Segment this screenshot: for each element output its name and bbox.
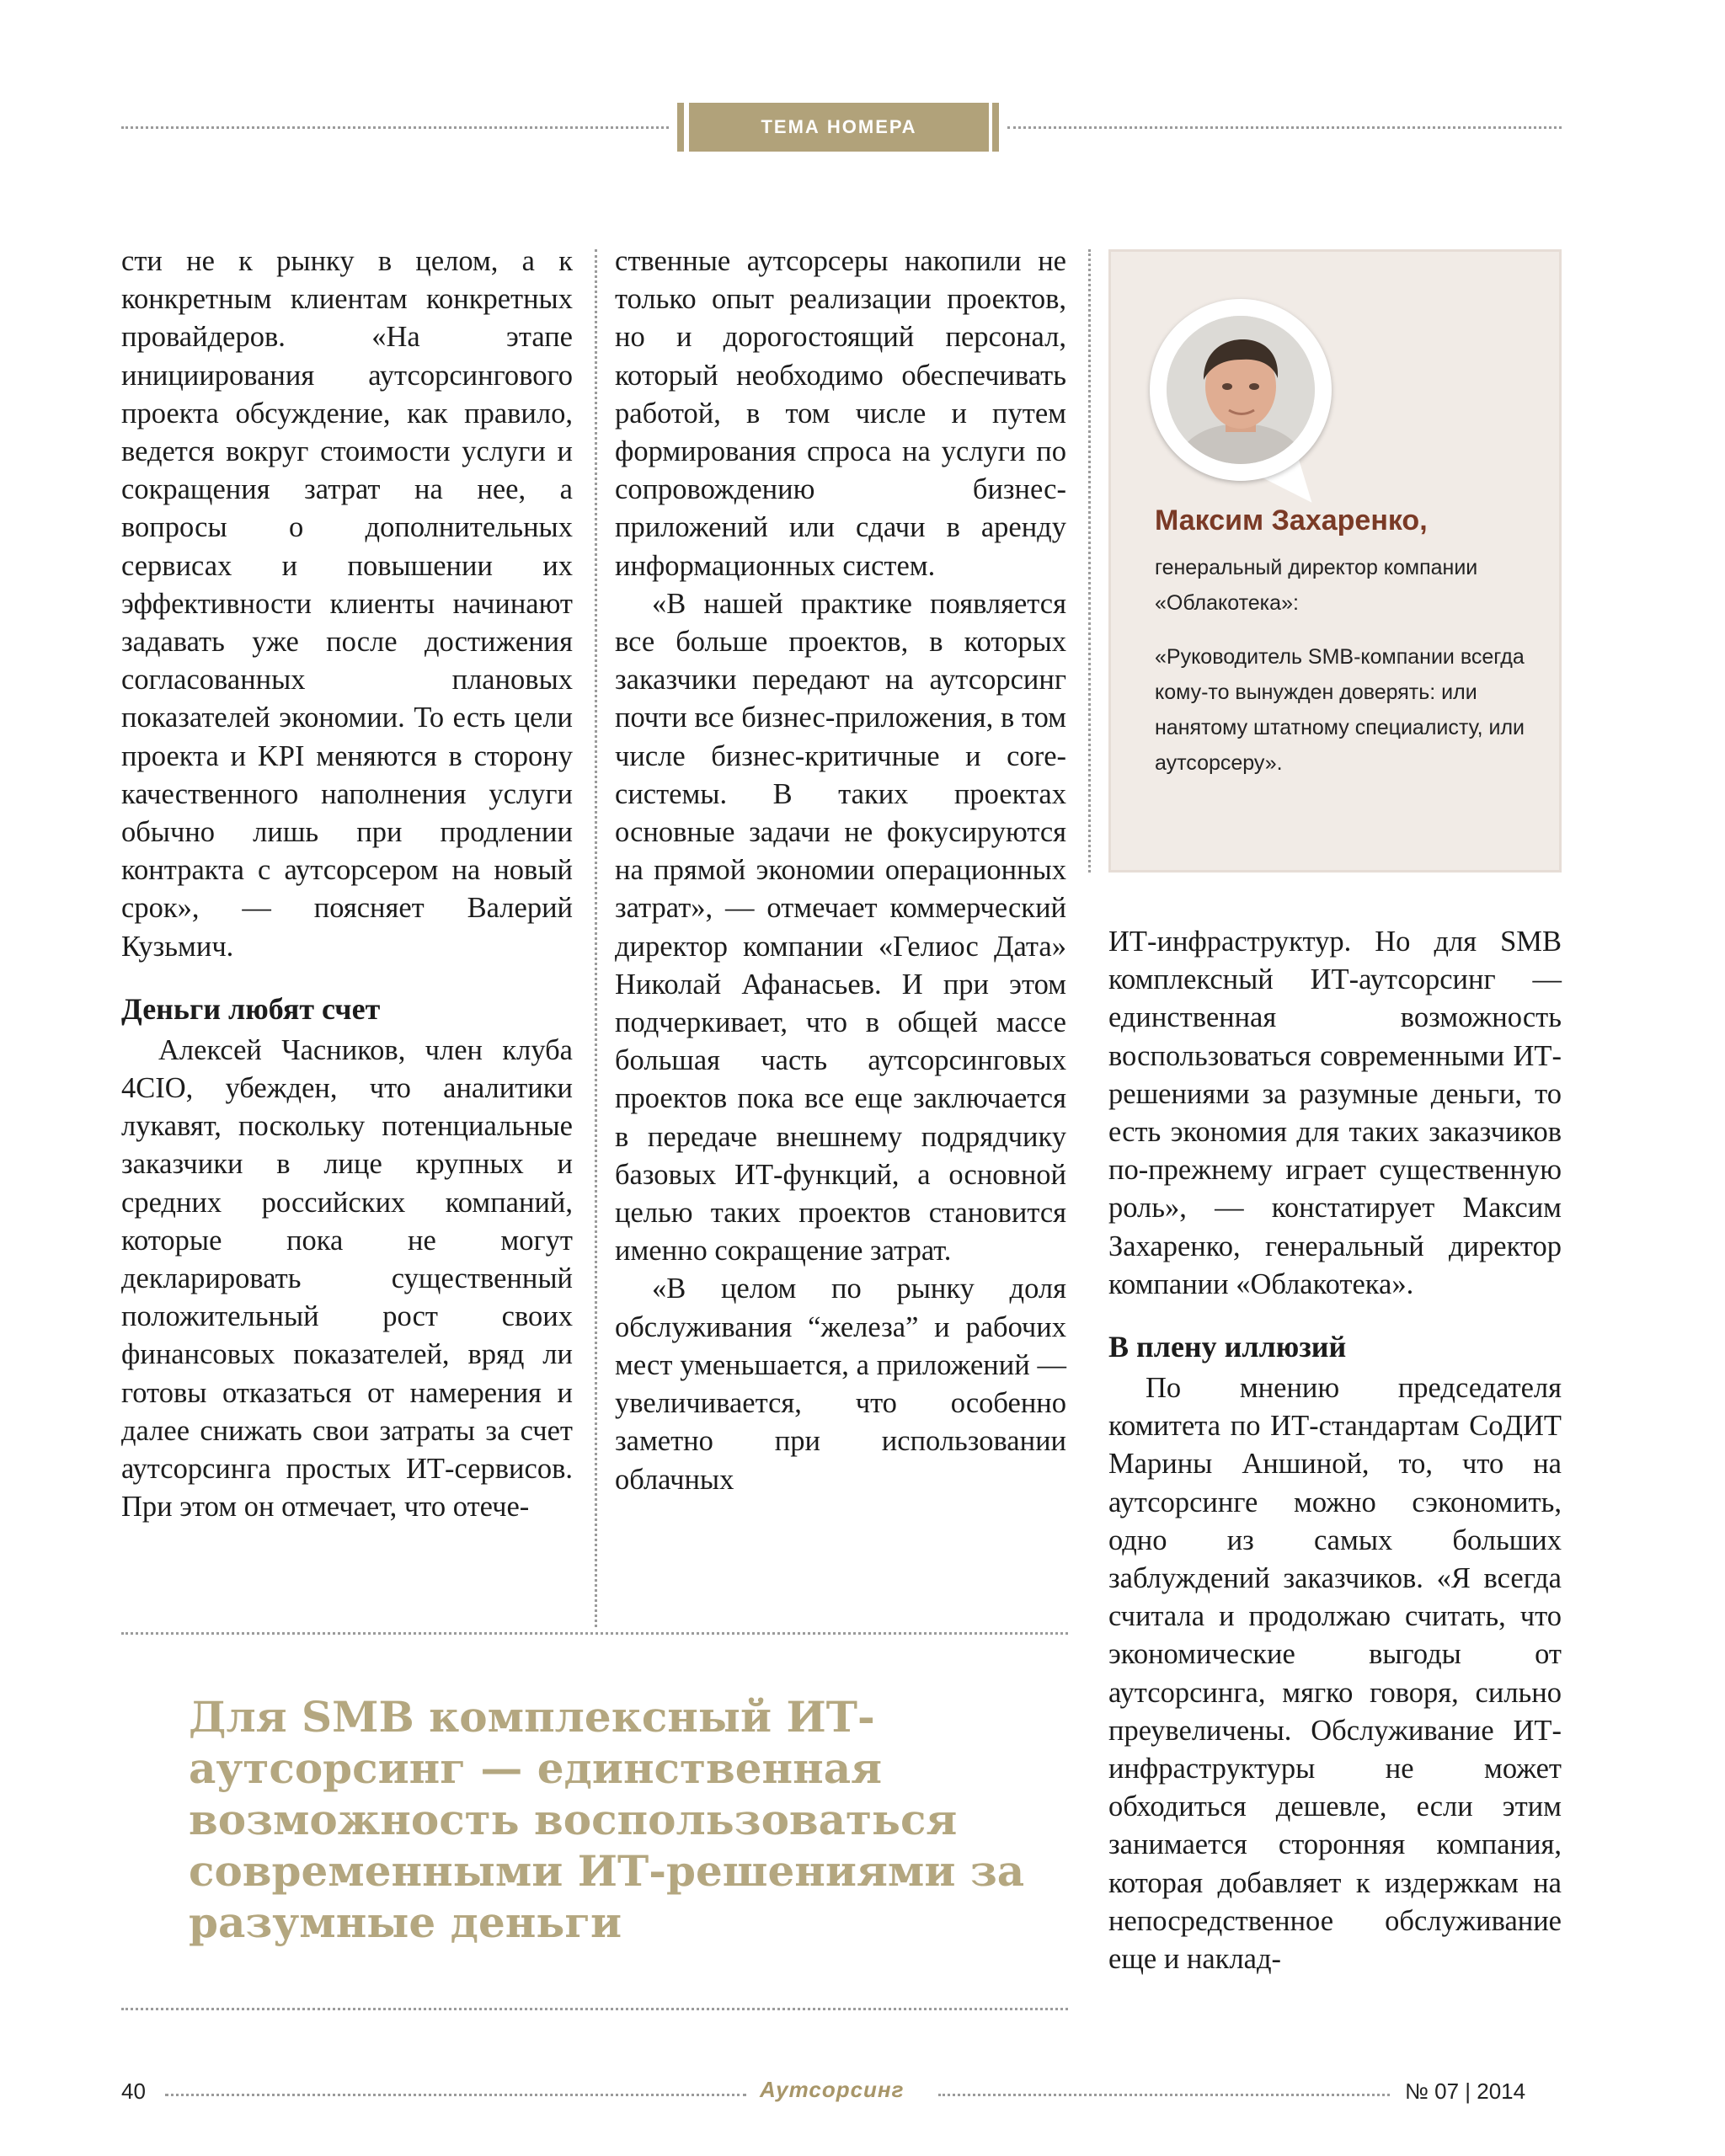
page-number: 40: [121, 2079, 146, 2104]
paragraph: «В целом по рынку доля обслуживания “железа” и рабочих мест уменьшается, а приложений — увеличивается, что особенно заметно при использовании облачных: [615, 1273, 1066, 1496]
person-portrait-icon: [1167, 316, 1315, 464]
avatar: [1150, 299, 1338, 488]
section-heading: В плену иллюзий: [1108, 1330, 1347, 1364]
paragraph: сти не к рынку в целом, а к конкретным клиентам конкретных провайдеров. «На этапе инициирования аутсорсингового проекта обсуждение, как правило, ведется вокруг стоимости услуги и сокращения затрат на нее, а вопросы о дополнительных сервисах и повышении их эффективности клиенты начинают задавать уже после достижения согласованных плановых показателей экономии. То есть цели проекта и KPI меняются в сторону качественного наполнения услуги обычно лишь при продлении контракта с аутсорсером на новый срок», — поясняет Валерий Кузьмич.: [121, 245, 573, 963]
person-photo: [1167, 316, 1315, 464]
header-bar-left: [677, 103, 684, 152]
section-label: ТЕМА НОМЕРА: [689, 103, 989, 152]
expert-name: Максим Захаренко,: [1155, 504, 1428, 536]
column-divider-1: [595, 249, 597, 1627]
expert-role: генеральный директор компании «Облакотека»:: [1155, 556, 1478, 615]
header-rule-left: [121, 126, 669, 129]
footer-rule-left: [165, 2094, 746, 2096]
column-2: [615, 243, 1066, 1499]
pull-quote: Для SMB комплексный ИТ-аутсорсинг — единственная возможность воспользоваться современными ИТ-решениями за разумные деньги: [189, 1692, 1025, 1947]
expert-quote-box: [1108, 249, 1562, 873]
paragraph: ственные аутсорсеры накопили не только опыт реализации проектов, но и дорогостоящий персонал, который необходимо обеспечивать работой, в том числе и путем формирования спроса на услуги по сопровождению бизнес-приложений или сдачи в аренду информационных систем.: [615, 245, 1066, 582]
pullquote-rule-top: [121, 1632, 1068, 1635]
column-3: [1108, 923, 1562, 1978]
expert-quote: «Руководитель SMB-компании всегда кому-то вынужден доверять: или нанятому штатному специалисту, или аутсорсеру».: [1155, 645, 1525, 775]
magazine-logo: Аутсорсинг: [760, 2077, 905, 2102]
paragraph: По мнению председателя комитета по ИТ-стандартам СоДИТ Марины Аншиной, то, что на аутсорсинге можно сэкономить, одно из самых больших заблуждений заказчиков. «Я всегда считала и продолжаю считать, что экономические выгоды от аутсорсинга, мягко говоря, сильно преувеличены. Обслуживание ИТ-инфраструктуры не может обходиться дешевле, если этим занимается сторонняя компания, которая добавляет к издержкам на непосредственное обслуживание еще и наклад-: [1108, 1372, 1562, 1976]
paragraph: «В нашей практике появляется все больше проектов, в которых заказчики передают на аутсорсинг почти все бизнес-приложения, в том числе бизнес-критичные и core-системы. В таких проектах основные задачи не фокусируются на прямой экономии операционных затрат», — отмечает коммерческий директор компании «Гелиос Дата» Николай Афанасьев. И при этом подчеркивает, что в общей массе большая часть аутсорсинговых проектов пока все еще заключается в передаче внешнему подрядчику базовых ИТ-функций, а основной целью таких проектов становится именно сокращение затрат.: [615, 587, 1066, 1267]
header-rule-right: [1007, 126, 1562, 129]
column-divider-2: [1088, 249, 1091, 873]
column-1: [121, 243, 573, 1527]
pullquote-rule-bottom: [121, 2008, 1068, 2010]
paragraph: ИТ-инфраструктур. Но для SMB комплексный ИТ-аутсорсинг — единственная возможность воспользоваться современными ИТ-решениями за разумные деньги, то есть экономия для таких заказчиков по-прежнему играет существенную роль», — констатирует Максим Захаренко, генеральный директор компании «Облакотека».: [1108, 926, 1562, 1300]
header-bar-right: [992, 103, 999, 152]
issue-number: № 07 | 2014: [1405, 2079, 1526, 2104]
footer-rule-right: [938, 2094, 1390, 2096]
paragraph: Алексей Часников, член клуба 4CIO, убежден, что аналитики лукавят, поскольку потенциальные заказчики в лице крупных и средних российских компаний, которые пока не могут декларировать существенный положительный рост своих финансовых показателей, вряд ли готовы отказаться от намерения и далее снижать свои затраты за счет аутсорсинга простых ИТ-сервисов. При этом он отмечает, что отече-: [121, 1033, 573, 1524]
section-heading: Деньги любят счет: [121, 991, 381, 1026]
